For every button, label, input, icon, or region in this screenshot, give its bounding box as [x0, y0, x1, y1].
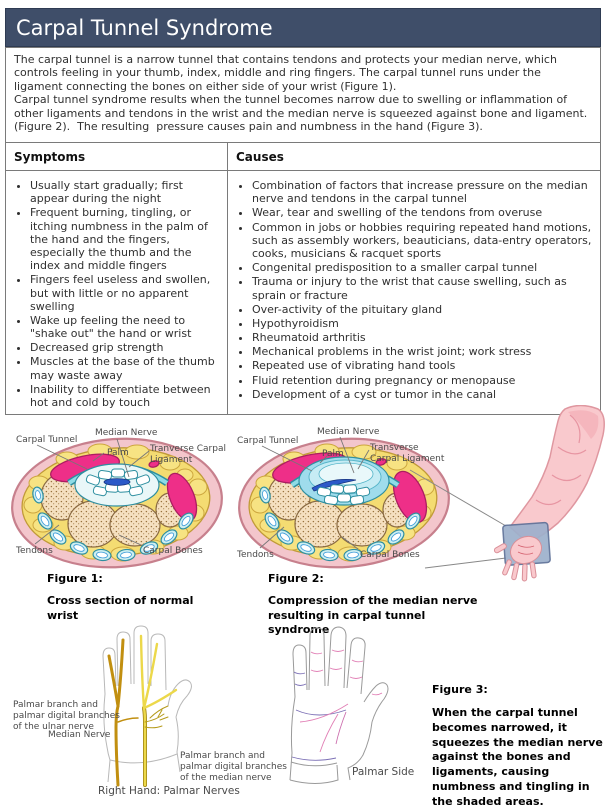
label-median-nerve-branches: Palmar branch and palmar digital branches of the median nerve — [180, 751, 287, 783]
list-item: • Trauma or injury to the wrist that cause swelling, such as sprain or fracture — [252, 275, 594, 301]
median-nerve-shape — [104, 479, 130, 486]
list-item: • Rheumatoid arthritis — [252, 331, 594, 344]
label-ulnar-nerve-branches: Palmar branch and palmar digital branches of the ulnar nerve — [13, 700, 120, 732]
fig2-label-carpal-bones: Carpal Bones — [360, 550, 420, 560]
palmar-side-label: Palmar Side — [352, 766, 415, 778]
list-item: • Congenital predisposition to a smaller carpal tunnel — [252, 261, 594, 274]
symptoms-causes-table — [5, 142, 601, 415]
symptoms-cell — [6, 171, 228, 415]
figure2-caption-text: Compression of the median nerve resulting in carpal tunnel syndrome — [268, 594, 478, 636]
figures-section — [0, 400, 608, 808]
list-item: • Repeated use of vibrating hand tools — [252, 359, 594, 372]
symptoms-list — [8, 179, 225, 409]
list-item: • Wake up feeling the need to "shake out" the hand or wrist — [30, 314, 221, 340]
list-item: • Development of a cyst or tumor in the canal — [252, 388, 594, 401]
figure3-caption-text: When the carpal tunnel becomes narrowed, it squeezes the median nerve against the bones and ligaments, causing numbness and tingling in the shaded areas. — [432, 705, 603, 808]
fig1-label-ligament: Tranverse Carpal Ligament — [150, 444, 226, 465]
label-median-nerve: Median Nerve — [48, 730, 111, 740]
list-item: • Combination of factors that increase pressure on the median nerve and tendons in the carpal tunnel — [252, 179, 594, 205]
list-item: • Common in jobs or hobbies requiring repeated hand motions, such as assembly workers, beauticians, data-entry operators, cooks, musicians & racquet sports — [252, 221, 594, 261]
list-item: • Over-activity of the pituitary gland — [252, 303, 594, 316]
list-item: • Wear, tear and swelling of the tendons from overuse — [252, 206, 594, 219]
fig1-label-tendons: Tendons — [16, 546, 53, 556]
figure1-caption — [47, 572, 227, 623]
list-item: • Muscles at the base of the thumb may waste away — [30, 355, 221, 381]
list-item: • Usually start gradually; first appear during the night — [30, 179, 221, 205]
fig2-label-median-nerve: Median Nerve — [317, 427, 380, 437]
figure3-caption-title: Figure 3: — [432, 683, 488, 696]
figure3-caption — [432, 683, 608, 810]
fig1-label-carpal-tunnel: Carpal Tunnel — [16, 435, 78, 445]
fig1-label-carpal-bones: Carpal Bones — [143, 546, 203, 556]
figure2-caption-title: Figure 2: — [268, 572, 324, 585]
page-title-bar — [5, 8, 601, 47]
intro-paragraph-1: The carpal tunnel is a narrow tunnel that contains tendons and protects your median nerve, which controls feeling in your thumb, index, middle and ring fingers. The carpal tunnel runs under the ligament connecting the bones on either side of your wrist (Figure 1). — [14, 53, 561, 93]
fig2-label-palm: Palm — [322, 449, 344, 459]
list-item: • Mechanical problems in the wrist joint; work stress — [252, 345, 594, 358]
causes-cell — [228, 171, 601, 415]
list-item: • Fluid retention during pregnancy or menopause — [252, 374, 594, 387]
list-item: • Inability to differentiate between hot and cold by touch — [30, 383, 221, 409]
fig2-label-carpal-tunnel: Carpal Tunnel — [237, 436, 299, 446]
figure1-caption-text: Cross section of normal wrist — [47, 594, 194, 622]
fig1-label-median-nerve: Median Nerve — [95, 428, 158, 438]
fig1-label-palm: Palm — [107, 448, 129, 458]
causes-list — [230, 179, 598, 401]
list-item: • Fingers feel useless and swollen, but with little or no apparent swelling — [30, 273, 221, 313]
intro-box — [5, 47, 601, 143]
fig2-label-ligament: Transverse Carpal Ligament — [370, 443, 445, 464]
list-item: • Hypothyroidism — [252, 317, 594, 330]
intro-paragraph-2: Carpal tunnel syndrome results when the tunnel becomes narrow due to swelling or inflammation of other ligaments and tendons in the wrist and the median nerve is squeezed against bone and ligament. (Figure 2). The resulting pressure causes pain and numbness in the hand (Figure 3). — [14, 93, 595, 134]
list-item: • Decreased grip strength — [30, 341, 221, 354]
figure1-caption-title: Figure 1: — [47, 572, 103, 585]
fig2-label-tendons: Tendons — [237, 550, 274, 560]
right-hand-palmar-nerves-caption: Right Hand: Palmar Nerves — [98, 785, 240, 797]
page-title: Carpal Tunnel Syndrome — [16, 16, 273, 40]
list-item: • Frequent burning, tingling, or itching numbness in the palm of the hand and the fingers, especially the thumb and the index and middle fingers — [30, 206, 221, 272]
causes-header: Causes — [228, 143, 601, 171]
symptoms-header: Symptoms — [6, 143, 228, 171]
